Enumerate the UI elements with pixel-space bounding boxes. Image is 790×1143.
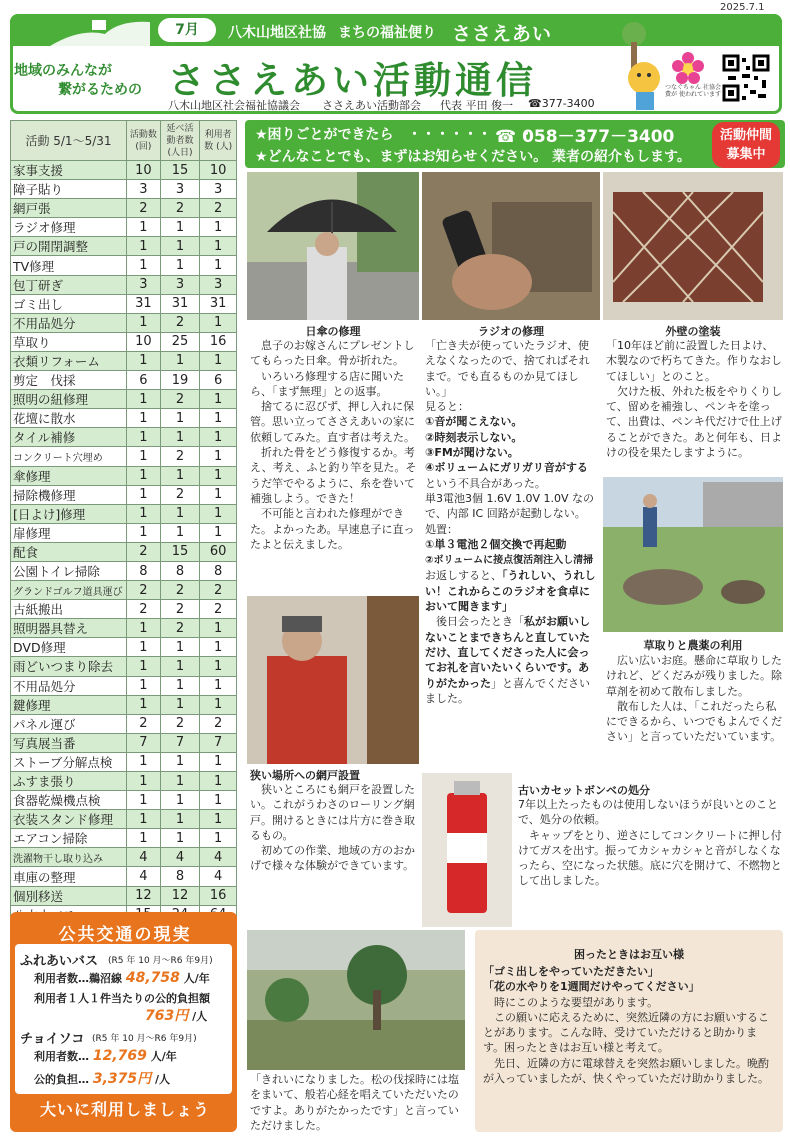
activity-count: 2 (126, 581, 160, 600)
flower-logo-icon (670, 52, 706, 84)
table-row (11, 485, 237, 504)
activity-count: 1 (126, 466, 160, 485)
staff-count: 1 (160, 752, 200, 771)
activity-count: 1 (126, 351, 160, 370)
photo-garden (603, 477, 783, 632)
choisoko-burden-unit: /人 (154, 1073, 171, 1086)
activity-name: 花壇に散水 (11, 409, 127, 428)
staff-count: 2 (160, 390, 200, 409)
table-row (11, 313, 237, 332)
user-count: 1 (200, 485, 237, 504)
photo-umbrella (247, 172, 419, 320)
article-body-help (483, 964, 777, 1086)
recruit-line-2: 募集中 (726, 147, 766, 162)
photo-pine-cut (247, 930, 465, 1070)
notice-line-2: ★どんなことでも、まずはお知らせください。 業者の紹介もします。 (255, 149, 691, 165)
org-name: 八木山地区社会福祉協議会 (168, 99, 300, 112)
activity-count: 12 (126, 886, 160, 905)
user-count: 10 (200, 161, 237, 180)
choisoko-burden (34, 1068, 170, 1088)
activity-count: 1 (126, 791, 160, 810)
user-count: 1 (200, 351, 237, 370)
activity-count: 2 (126, 542, 160, 561)
staff-count: 1 (160, 466, 200, 485)
activity-table (10, 120, 237, 925)
activity-name: タイル補修 (11, 428, 127, 447)
choisoko-period: (R5 年 10 月～R6 年9月) (92, 1034, 197, 1044)
user-count: 16 (200, 332, 237, 351)
activity-count: 1 (126, 237, 160, 256)
table-row (11, 657, 237, 676)
staff-count: 1 (160, 351, 200, 370)
table-row (11, 638, 237, 657)
radio-issue-1: ①音が聞こえない。 (425, 415, 523, 429)
table-row (11, 199, 237, 218)
bus-burden-unit: /人 (192, 1010, 208, 1023)
bus-burden-value: 763円 (145, 1008, 189, 1024)
table-row (11, 218, 237, 237)
help-request-2: 「花の水やりを1週間だけやってください」 (483, 980, 700, 994)
activity-count: 3 (126, 275, 160, 294)
user-count: 6 (200, 371, 237, 390)
choisoko-users-label: 利用者数… (34, 1050, 89, 1063)
staff-count: 8 (160, 867, 200, 886)
activity-count: 1 (126, 772, 160, 791)
activity-name: 食器乾燥機点検 (11, 791, 127, 810)
staff-count: 2 (160, 313, 200, 332)
user-count: 16 (200, 886, 237, 905)
table-row (11, 619, 237, 638)
activity-name: ラジオ修理 (11, 218, 127, 237)
choisoko-users (34, 1048, 177, 1064)
table-row (11, 409, 237, 428)
staff-count: 2 (160, 581, 200, 600)
user-count: 2 (200, 199, 237, 218)
staff-count: 2 (160, 485, 200, 504)
bus-users-unit: 人/年 (183, 972, 210, 985)
table-row (11, 733, 237, 752)
table-row (11, 581, 237, 600)
activity-name: 照明の紐修理 (11, 390, 127, 409)
user-count: 1 (200, 676, 237, 695)
table-row (11, 542, 237, 561)
table-row (11, 848, 237, 867)
staff-count: 2 (160, 447, 200, 466)
radio-issue-2: ②時刻表示しない。 (425, 430, 523, 444)
staff-count: 31 (160, 294, 200, 313)
activity-name: 剪定 伐採 (11, 371, 127, 390)
user-count: 1 (200, 447, 237, 466)
staff-count: 1 (160, 829, 200, 848)
user-count: 3 (200, 180, 237, 199)
staff-count: 2 (160, 714, 200, 733)
staff-count: 2 (160, 199, 200, 218)
notice-phone[interactable]: ☎ 058－377－3400 (495, 127, 675, 147)
activity-count: 1 (126, 810, 160, 829)
user-count: 1 (200, 810, 237, 829)
activity-count: 4 (126, 867, 160, 886)
staff-count: 1 (160, 237, 200, 256)
table-row (11, 504, 237, 523)
article-title-umbrella: 日傘の修理 (305, 325, 361, 338)
activity-name: 戸の開閉調整 (11, 237, 127, 256)
table-row (11, 161, 237, 180)
staff-count: 2 (160, 619, 200, 638)
table-row (11, 428, 237, 447)
activity-name: 洗濯物干し取り込み (11, 848, 127, 867)
activity-count: 1 (126, 447, 160, 466)
table-row (11, 772, 237, 791)
representative: 代表 平田 俊一 (440, 99, 513, 112)
activity-name: 家事支援 (11, 161, 127, 180)
activity-count: 2 (126, 199, 160, 218)
staff-count: 1 (160, 428, 200, 447)
activity-name: パネル運び (11, 714, 127, 733)
user-count: 1 (200, 695, 237, 714)
activity-count: 1 (126, 313, 160, 332)
bus-users-value: 48,758 (125, 970, 180, 986)
staff-count: 1 (160, 676, 200, 695)
table-row (11, 275, 237, 294)
user-count: 2 (200, 714, 237, 733)
article-body-screen-door: 狭いところにも網戸を設置したい。これがうわさのローリング網戸。開けるときには片方に巻き取るもの。 初めての作業、地域の方のおかげで様々な体験ができています。 (250, 783, 415, 873)
activity-name: [日よけ]修理 (11, 504, 127, 523)
article-body-radio (425, 338, 599, 706)
activity-count: 1 (126, 619, 160, 638)
article-body-fence: 「10年ほど前に設置した日よけ、木製なので朽ちてきた。作りなおしてほしい」とのこと。 欠けた板、外れた板をやりくりして、留めを補強し、ペンキを塗って、出費は、ペンキ代だけで仕上げることができた。あと何年も、日よけの役を果たしますように。 (606, 339, 782, 460)
user-count: 2 (200, 600, 237, 619)
staff-count: 1 (160, 810, 200, 829)
radio-issue-4: ④ボリュームにガリガリ音がする (425, 461, 588, 475)
staff-count: 19 (160, 371, 200, 390)
tagline-2: 繋がるための (58, 82, 142, 98)
table-row (11, 676, 237, 695)
staff-count: 1 (160, 256, 200, 275)
staff-count: 3 (160, 180, 200, 199)
table-row (11, 180, 237, 199)
staff-count: 1 (160, 772, 200, 791)
activity-name: 鍵修理 (11, 695, 127, 714)
radio-fix-1: ①単３電池２個交換で再起動 (425, 537, 567, 551)
photo-gas-canister (422, 773, 512, 927)
header-sub-newsletter: まちの福祉便り (338, 25, 436, 41)
bus-users-label-text: 利用者数…鵜沼線 (34, 972, 122, 985)
activity-count: 1 (126, 428, 160, 447)
staff-count: 3 (160, 275, 200, 294)
table-row (11, 332, 237, 351)
staff-count: 8 (160, 561, 200, 580)
choisoko-users-value: 12,769 (92, 1048, 147, 1064)
staff-count: 15 (160, 161, 200, 180)
table-row (11, 752, 237, 771)
activity-count: 1 (126, 409, 160, 428)
table-row (11, 523, 237, 542)
user-count: 1 (200, 523, 237, 542)
table-row (11, 351, 237, 370)
activity-name: 写真展当番 (11, 733, 127, 752)
table-row (11, 237, 237, 256)
activity-count: 1 (126, 256, 160, 275)
activity-count: 6 (126, 371, 160, 390)
staff-count: 1 (160, 657, 200, 676)
table-row (11, 561, 237, 580)
table-row (11, 371, 237, 390)
photo-screen-door (247, 596, 419, 764)
radio-fix-2: ②ボリュームに接点復活剤注入し清掃 (425, 555, 594, 567)
radio-return: お返しすると、 (425, 569, 502, 583)
col-activity: 活動 5/1～5/31 (11, 121, 127, 161)
article-body-canister: 7年以上たったものは使用しないほうが良いとのことで、処分の依頼。 キャップをとり、逆さにしてコンクリートに押し付けてガスを出す。振ってカシャカシャと音がしなくなったら、空になった状態。底に穴を開けて、不燃物として出しました。 (518, 798, 782, 888)
article-title-fence: 外壁の塗装 (665, 325, 721, 338)
mascot-icon (612, 22, 672, 112)
user-count: 1 (200, 752, 237, 771)
table-row (11, 791, 237, 810)
activity-name: ふすま張り (11, 772, 127, 791)
activity-count: 8 (126, 561, 160, 580)
user-count: 1 (200, 390, 237, 409)
help-text: 時にこのような要望があります。 この願いに応えるために、突然近隣の方にお願いすることがあります。こんな時、受けていただけると助かります。困ったときはお互い様と考えて。 先日、近隣の方に電球替えを突然お願いしました。晩酌が入っていましたが、快くやっていただけ助かりました。 (483, 995, 769, 1086)
activity-count: 7 (126, 733, 160, 752)
staff-count: 1 (160, 695, 200, 714)
issue-month: 7月 (158, 18, 216, 42)
staff-count: 4 (160, 848, 200, 867)
activity-name: 照明器具替え (11, 619, 127, 638)
table-row (11, 886, 237, 905)
user-count: 1 (200, 237, 237, 256)
user-count: 8 (200, 561, 237, 580)
user-count: 1 (200, 638, 237, 657)
table-row (11, 829, 237, 848)
activity-name: 衣装スタンド修理 (11, 810, 127, 829)
activity-count: 1 (126, 829, 160, 848)
article-body-garden: 広い広いお庭。懸命に草取りしたけれど、どくだみが残りました。除草剤を初めて散布しました。 散布した人は、「これだったら私にできるから、いつでもよんでください」と言っていただいています。 (606, 654, 782, 744)
user-count: 2 (200, 581, 237, 600)
activity-name: DVD修理 (11, 638, 127, 657)
radio-issue-3: ③FMが聞けない。 (425, 446, 519, 460)
activity-count: 4 (126, 848, 160, 867)
bus-burden (145, 1005, 207, 1025)
article-title-help: 困ったときはお互い様 (574, 948, 684, 961)
radio-end: 」と喜んでくださいました。 (425, 676, 590, 705)
user-count: 4 (200, 867, 237, 886)
activity-name: 不用品処分 (11, 313, 127, 332)
table-row (11, 466, 237, 485)
staff-count: 25 (160, 332, 200, 351)
activity-name: 扉修理 (11, 523, 127, 542)
table-row (11, 695, 237, 714)
activity-name: 車庫の整理 (11, 867, 127, 886)
article-body-umbrella: 息子のお嫁さんにプレゼントしてもらった日傘。骨が折れた。 いろいろ修理する店に聞いたら、「まず無理」との返事。 捨てるに忍びず、押し入れに保管。思い立ってささえあいの家に依頼してみた。直す者は考えた。 折れた骨をどう修復するか。考え、考え、ふと釣り竿を見た。そうだ竿でやるように、糸を巻いて補強しよう。できた！ 不可能と言われた修理ができた。よかったあ。早速息子に直ったよと伝えました。 (250, 339, 417, 551)
activity-count: 1 (126, 695, 160, 714)
staff-count: 15 (160, 542, 200, 561)
choisoko-burden-value: 3,375円 (92, 1071, 152, 1087)
activity-count: 1 (126, 523, 160, 542)
staff-count: 1 (160, 523, 200, 542)
user-count: 4 (200, 848, 237, 867)
photo-radio (422, 172, 600, 320)
table-row (11, 447, 237, 466)
activity-count: 2 (126, 600, 160, 619)
recruit-badge (712, 122, 780, 168)
activity-name: TV修理 (11, 256, 127, 275)
table-row (11, 390, 237, 409)
activity-count: 1 (126, 638, 160, 657)
staff-count: 1 (160, 218, 200, 237)
bus-burden-label: 利用者１人１件当たりの公的負担額 (34, 992, 210, 1005)
staff-count: 1 (160, 504, 200, 523)
choisoko-name: チョイソコ (20, 1032, 85, 1047)
user-count: 1 (200, 466, 237, 485)
tagline-1: 地域のみんなが (14, 63, 112, 79)
radio-later: 後日会ったとき「 (425, 615, 524, 629)
user-count: 3 (200, 275, 237, 294)
article-body-pine: 「きれいになりました。松の伐採時には塩をまいて、般若心経を唱えていただいたのですよ。ありがたかったです」と言っていただけました。 (250, 1073, 459, 1132)
radio-quote-2: 私がお願いしないことまできちんと直していただけ、直してくださった人に会ってお礼を言いたいくらいです。ありがたかった (425, 615, 590, 690)
activity-count: 1 (126, 676, 160, 695)
dept-name: ささえあい活動部会 (322, 99, 421, 112)
activity-name: 網戸張 (11, 199, 127, 218)
activity-name: ゴミ出し (11, 294, 127, 313)
user-count: 1 (200, 772, 237, 791)
header-sub-sasaeai: ささえあい (452, 23, 553, 45)
staff-count: 12 (160, 886, 200, 905)
col-users: 利用者数 (人) (200, 121, 237, 161)
activity-name: 傘修理 (11, 466, 127, 485)
article-title-canister: 古いカセットボンベの処分 (518, 784, 650, 797)
activity-name: 障子貼り (11, 180, 127, 199)
staff-count: 1 (160, 791, 200, 810)
activity-name: ストーブ分解点検 (11, 752, 127, 771)
user-count: 31 (200, 294, 237, 313)
activity-name: 配食 (11, 542, 127, 561)
transit-slogan: 大いに利用しましょう (39, 1100, 210, 1119)
user-count: 1 (200, 829, 237, 848)
user-count: 1 (200, 428, 237, 447)
choisoko-users-unit: 人/年 (150, 1050, 177, 1063)
table-row (11, 867, 237, 886)
help-request-1: 「ゴミ出しをやっていただきたい」 (483, 965, 659, 978)
recruit-line-1: 活動仲間 (719, 128, 772, 143)
user-count: 1 (200, 657, 237, 676)
activity-count: 1 (126, 504, 160, 523)
user-count: 1 (200, 619, 237, 638)
radio-diagnosis: という不具合があった。 単3電池3個 1.6V 1.0V 1.0V なので、内部 IC 回路が起動しない。 処置： (425, 476, 595, 536)
col-staff: 延べ活動者数 (人日) (160, 121, 200, 161)
representative-phone: ☎377-3400 (528, 97, 595, 110)
activity-name: 公園トイレ掃除 (11, 561, 127, 580)
activity-count: 1 (126, 657, 160, 676)
user-count: 7 (200, 733, 237, 752)
activity-count: 1 (126, 218, 160, 237)
bus-users-label (34, 970, 210, 986)
table-row (11, 810, 237, 829)
activity-count: 10 (126, 161, 160, 180)
activity-name: 衣類リフォーム (11, 351, 127, 370)
activity-name: 個別移送 (11, 886, 127, 905)
table-row (11, 714, 237, 733)
user-count: 1 (200, 256, 237, 275)
castle-mountain-icon (50, 18, 150, 48)
notice-line-1: ★困りごとができたら ・・・・・・・・・ (255, 127, 534, 143)
staff-count: 7 (160, 733, 200, 752)
mascot-caption: つなぐちゃん 社協会費が 使われています (665, 84, 721, 98)
user-count: 1 (200, 409, 237, 428)
activity-name: グランドゴルフ道具運び (11, 581, 127, 600)
activity-count: 1 (126, 485, 160, 504)
page-title: ささえあい活動通信 (168, 59, 537, 102)
activity-count: 1 (126, 752, 160, 771)
staff-count: 1 (160, 409, 200, 428)
article-title-screen-door: 狭い場所への網戸設置 (250, 769, 360, 782)
activity-name: 不用品処分 (11, 676, 127, 695)
table-row (11, 256, 237, 275)
activity-count: 3 (126, 180, 160, 199)
issue-date: 2025.7.1 (720, 2, 765, 13)
staff-count: 2 (160, 600, 200, 619)
user-count: 1 (200, 313, 237, 332)
choisoko-burden-label: 公的負担… (34, 1073, 89, 1086)
transit-title: 公共交通の現実 (58, 925, 192, 945)
activity-count: 2 (126, 714, 160, 733)
activity-count: 31 (126, 294, 160, 313)
radio-quote-1: 「うれしい、うれしい！これからこのラジオを食卓において聞きます」 (425, 569, 596, 614)
article-title-radio: ラジオの修理 (478, 325, 544, 338)
activity-name: 掃除機修理 (11, 485, 127, 504)
col-count: 活動数 (回) (126, 121, 160, 161)
user-count: 60 (200, 542, 237, 561)
bus-period: (R5 年 10 月～R6 年9月) (108, 956, 213, 966)
activity-name: 包丁研ぎ (11, 275, 127, 294)
activity-name: 草取り (11, 332, 127, 351)
user-count: 1 (200, 218, 237, 237)
activity-name: 雨どいつまり除去 (11, 657, 127, 676)
table-row (11, 294, 237, 313)
activity-name: エアコン掃除 (11, 829, 127, 848)
table-row (11, 600, 237, 619)
staff-count: 1 (160, 638, 200, 657)
article-title-garden: 草取りと農薬の利用 (643, 639, 743, 652)
user-count: 1 (200, 504, 237, 523)
bus-name: ふれあいバス (20, 954, 99, 969)
activity-name: コンクリート穴埋め (11, 447, 127, 466)
radio-intro: 「亡き夫が使っていたラジオ、使えなくなったので、捨てればそれまで。でも直るものか見てほしい。」 見ると： (425, 339, 590, 414)
photo-fence (603, 172, 783, 320)
user-count: 1 (200, 791, 237, 810)
activity-count: 10 (126, 332, 160, 351)
activity-count: 1 (126, 390, 160, 409)
header-sub-org: 八木山地区社協 (228, 25, 326, 41)
qr-code-icon[interactable] (722, 54, 770, 102)
activity-name: 古紙搬出 (11, 600, 127, 619)
